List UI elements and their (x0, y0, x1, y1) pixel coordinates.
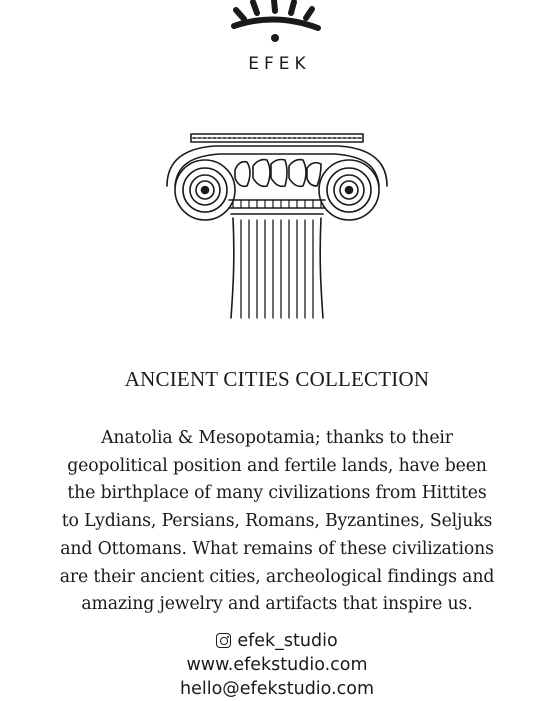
email-link[interactable]: hello@efekstudio.com (180, 679, 374, 699)
collection-title: ANCIENT CITIES COLLECTION (124, 367, 430, 391)
instagram-icon (216, 633, 231, 648)
website-link[interactable]: www.efekstudio.com (186, 655, 368, 675)
description-line: and Ottomans. What remains of these civilizations (60, 538, 494, 559)
description-line: Anatolia & Mesopotamia; thanks to their (101, 428, 453, 448)
contact-block (0, 629, 554, 701)
description-line: are their ancient cities, archeological findings and (59, 566, 495, 587)
description-line: to Lydians, Persians, Romans, Byzantines, Seljuks (61, 511, 493, 532)
description-line: geopolitical position and fertile lands, have been (67, 455, 487, 476)
ionic-column-icon (155, 130, 399, 322)
ionic-column-illustration (155, 130, 399, 327)
instagram-handle[interactable]: efek_studio (237, 631, 338, 651)
instagram-row[interactable] (0, 629, 554, 653)
brand-name: EFEK (248, 54, 311, 74)
description-line: amazing jewelry and artifacts that inspire us. (81, 594, 473, 615)
description-line: the birthplace of many civilizations from Hittites (67, 483, 487, 504)
collection-description (20, 425, 534, 619)
eye-rays-icon (230, 0, 324, 46)
